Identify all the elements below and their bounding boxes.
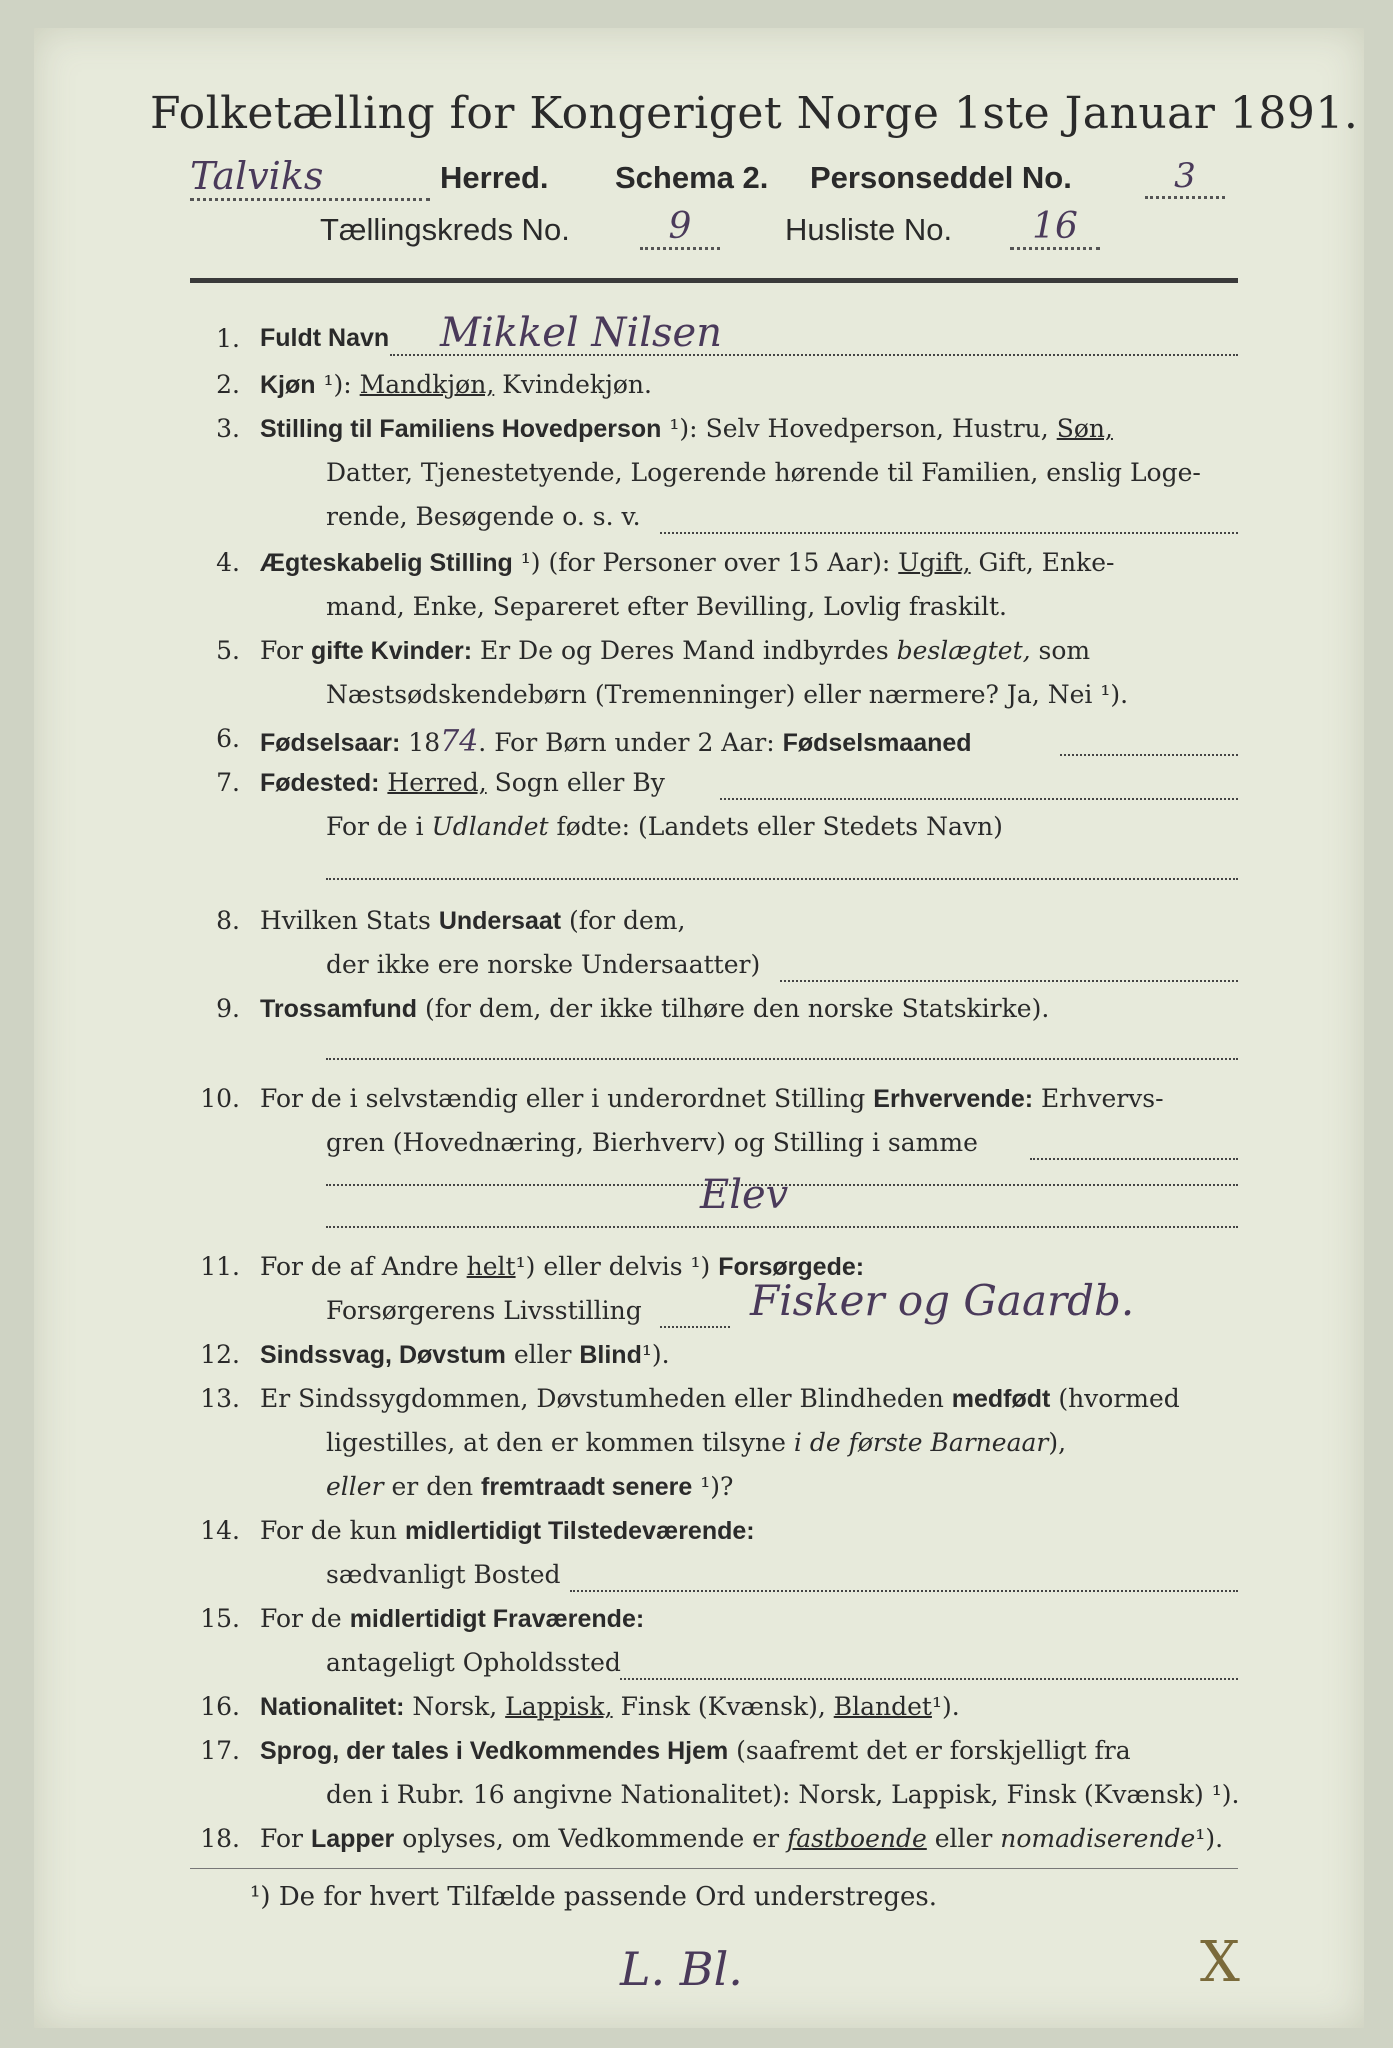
item-text: Er Sindssygdommen, Døvstumheden eller Blindheden (260, 1384, 944, 1413)
footnote-ref: ¹)? (700, 1472, 734, 1501)
item-15-line-2 (190, 1648, 1238, 1688)
item-4 (190, 548, 1238, 588)
item-number: 4. (216, 548, 240, 577)
item-text: eller (934, 1824, 993, 1853)
item-number: 14. (200, 1516, 240, 1545)
item-16 (190, 1692, 1238, 1732)
fill-line (326, 1226, 1238, 1228)
husliste-label: Husliste No. (785, 212, 953, 247)
option-mandkjon: Mandkjøn, (359, 370, 495, 399)
fill-line (620, 1678, 1238, 1680)
item-14 (190, 1516, 1238, 1556)
item-text: Er De og Deres Mand indbyrdes (480, 636, 889, 665)
header-line-herred (190, 154, 1240, 204)
item-number: 5. (216, 636, 240, 665)
item-text: ligestilles, at den er kommen tilsyne (326, 1428, 786, 1457)
item-number: 11. (200, 1252, 240, 1281)
fill-line (326, 878, 1238, 880)
item-number: 16. (200, 1692, 240, 1721)
item-8-line-2 (190, 950, 1238, 990)
schema-label: Schema 2. (615, 160, 769, 195)
kreds-value: 9 (640, 206, 720, 250)
item-text: beslægtet, (896, 636, 1031, 665)
item-text: For de kun (260, 1516, 398, 1545)
item-text: som (1038, 636, 1091, 665)
item-text: sædvanligt Bosted (326, 1560, 561, 1589)
item-label: Lapper (310, 1825, 395, 1853)
item-label: Blind (579, 1341, 642, 1369)
item-text: (for dem, der ikke tilhøre den norske Statskirke). (424, 994, 1050, 1023)
item-text: (saafremt det er forskjelligt fra (736, 1736, 1131, 1765)
item-label: Sindssvag, Døvstum (260, 1341, 506, 1369)
item-text: antageligt Opholdssted (326, 1648, 621, 1677)
item-number: 10. (200, 1084, 240, 1113)
item-label: medfødt (951, 1385, 1051, 1413)
item-5-line-2 (190, 680, 1238, 720)
item-10-line-2 (190, 1128, 1238, 1168)
fill-line (1060, 754, 1238, 756)
fill-line (780, 980, 1238, 982)
header-rule (190, 278, 1238, 283)
item-number: 2. (216, 370, 240, 399)
item-18 (190, 1824, 1238, 1864)
item-4-line-2 (190, 592, 1238, 632)
item-8 (190, 906, 1238, 946)
item-number: 13. (200, 1384, 240, 1413)
item-label: Fødselsaar: (260, 729, 401, 757)
item-14-line-2 (190, 1560, 1238, 1600)
item-number: 1. (216, 324, 240, 353)
item-3 (190, 414, 1238, 454)
item-label: fremtraadt senere (481, 1473, 693, 1501)
item-label: Kjøn (260, 371, 316, 399)
item-text: eller (326, 1472, 384, 1501)
item-text: Udlandet (431, 812, 549, 841)
item-9 (190, 994, 1238, 1034)
item-1 (190, 310, 1238, 364)
options-text: Gift, Enke- (978, 548, 1115, 577)
item-number: 18. (200, 1824, 240, 1853)
item-text: (for dem, (569, 906, 686, 935)
item-text: Erhvervs- (1041, 1084, 1164, 1113)
item-number: 12. (200, 1340, 240, 1369)
item-text: eller (513, 1340, 572, 1369)
item-13-line-3 (190, 1472, 1238, 1512)
item-label: midlertidigt Fraværende: (349, 1605, 645, 1633)
footnote-ref: ¹): (669, 414, 698, 443)
item-text: den i Rubr. 16 angivne Nationalitet): Norsk, Lappisk, Finsk (Kvænsk) ¹). (326, 1780, 1240, 1809)
option-blandet: Blandet (833, 1692, 932, 1721)
item-3-line-2 (190, 458, 1238, 498)
options-text: Datter, Tjenestetyende, Logerende hørende til Familien, enslig Loge- (326, 458, 1201, 487)
fill-line (570, 1590, 1238, 1592)
item-label: Erhvervende: (873, 1085, 1034, 1113)
item-number: 9. (216, 994, 240, 1023)
item-label: midlertidigt Tilstedeværende: (404, 1517, 755, 1545)
footnote-ref: ¹) (520, 548, 541, 577)
item-number: 15. (200, 1604, 240, 1633)
item-text: For Børn under 2 Aar: (494, 728, 775, 757)
kreds-label: Tællingskreds No. (320, 212, 570, 247)
herred-label: Herred. (440, 160, 549, 195)
header-line-kreds (320, 206, 1220, 256)
item-label: Fødested: (260, 769, 380, 797)
option-helt: helt (466, 1252, 516, 1281)
item-text: For (260, 1824, 303, 1853)
personseddel-value: 3 (1145, 156, 1225, 199)
item-2 (190, 370, 1238, 410)
option-fastboende: fastboende (787, 1824, 927, 1853)
birth-year-value: 74 (440, 724, 479, 759)
item-text: For (260, 636, 303, 665)
item-number: 17. (200, 1736, 240, 1765)
occupation-value: Elev (700, 1172, 789, 1218)
item-11-line-2 (190, 1276, 1238, 1336)
item-5 (190, 636, 1238, 676)
options-text: Selv Hovedperson, Hustru, (705, 414, 1049, 443)
option-norsk: Norsk, (412, 1692, 498, 1721)
item-13-line-2 (190, 1428, 1238, 1468)
item-text: For de i (326, 812, 424, 841)
item-label: Trossamfund (260, 995, 417, 1023)
fill-line (660, 532, 1238, 534)
item-text: ¹) eller delvis ¹) (515, 1252, 711, 1281)
fill-line (326, 1058, 1238, 1060)
item-number: 3. (216, 414, 240, 443)
item-10 (190, 1084, 1238, 1124)
option-ugift: Ugift, (898, 548, 971, 577)
item-text: ), (1048, 1428, 1067, 1457)
options-text: rende, Besøgende o. s. v. (326, 502, 641, 531)
item-17-line-2 (190, 1780, 1238, 1820)
item-label: Fødselsmaaned (782, 729, 972, 757)
option-herred: Herred, (387, 768, 487, 797)
item-3-line-3 (190, 502, 1238, 542)
fill-line (1030, 1158, 1238, 1160)
initials-signature: L. Bl. (620, 1942, 743, 1996)
item-15 (190, 1604, 1238, 1644)
item-17 (190, 1736, 1238, 1776)
option-kvindekjon: Kvindekjøn. (502, 370, 652, 399)
item-label: Nationalitet: (260, 1693, 405, 1721)
item-text: For de (260, 1604, 342, 1633)
item-text: For de i selvstændig eller i underordnet Stilling (260, 1084, 866, 1113)
item-label: Ægteskabelig Stilling (260, 549, 513, 577)
item-number: 6. (216, 724, 240, 753)
fill-line (660, 1326, 730, 1328)
footnote-ref: ¹). (641, 1340, 670, 1369)
option-son: Søn, (1056, 414, 1113, 443)
year-prefix: 18 (408, 728, 441, 757)
item-text: For de af Andre (260, 1252, 459, 1281)
item-label: gifte Kvinder: (310, 637, 473, 665)
fill-line (390, 354, 1238, 356)
footnote-rule (190, 1868, 1238, 1869)
husliste-value: 16 (1010, 206, 1100, 250)
item-text: Forsørgerens Livsstilling (326, 1296, 642, 1325)
options-text: mand, Enke, Separeret efter Bevilling, Lovlig fraskilt. (326, 592, 1007, 621)
footnote-ref: ¹). (1195, 1824, 1224, 1853)
fill-line (720, 798, 1238, 800)
item-6: 6. Fødselsaar: 1874. For Børn under 2 Aar: Fødselsmaaned (190, 724, 1238, 764)
corner-mark: X (1200, 1930, 1240, 1995)
item-text: Hvilken Stats (260, 906, 431, 935)
item-13 (190, 1384, 1238, 1424)
herred-value: Talviks (190, 154, 430, 201)
item-text: fødte: (Landets eller Stedets Navn) (556, 812, 1003, 841)
item-label: Stilling til Familiens Hovedperson (260, 415, 662, 443)
item-text: i de første Barneaar (793, 1428, 1049, 1457)
item-text: (hvormed (1058, 1384, 1180, 1413)
item-7 (190, 768, 1238, 808)
item-number: 8. (216, 906, 240, 935)
item-label: Sprog, der tales i Vedkommendes Hjem (260, 1737, 729, 1765)
form-title: Folketælling for Kongeriget Norge 1ste Januar 1891. (150, 88, 1359, 139)
item-text: Sogn eller By (494, 768, 665, 797)
footnote-ref: ¹): (323, 370, 352, 399)
item-text: der ikke ere norske Undersaatter) (326, 950, 761, 979)
item-7-line-2 (190, 812, 1238, 852)
item-12 (190, 1340, 1238, 1380)
item-label: Fuldt Navn (260, 324, 390, 352)
option-nomadiserende: nomadiserende (1000, 1824, 1196, 1853)
item-text: Næstsødskendebørn (Tremenninger) eller nærmere? Ja, Nei ¹). (326, 680, 1129, 709)
option-lappisk: Lappisk, (505, 1692, 613, 1721)
personseddel-label: Personseddel No. (810, 160, 1072, 195)
item-label: Undersaat (438, 907, 562, 935)
item-number: 7. (216, 768, 240, 797)
option-finsk: Finsk (Kvænsk), (620, 1692, 826, 1721)
footnote-ref: ¹). (931, 1692, 960, 1721)
item-text: gren (Hovednæring, Bierhverv) og Stilling i samme (326, 1128, 978, 1157)
item-text: er den (391, 1472, 474, 1501)
item-label: Forsørgede: (718, 1253, 865, 1281)
footnote: ¹) De for hvert Tilfælde passende Ord understreges. (250, 1882, 938, 1912)
options-text: (for Personer over 15 Aar): (548, 548, 891, 577)
item-text: oplyses, om Vedkommende er (402, 1824, 780, 1853)
full-name-value: Mikkel Nilsen (440, 310, 722, 356)
provider-occupation-value: Fisker og Gaardb. (750, 1276, 1135, 1325)
